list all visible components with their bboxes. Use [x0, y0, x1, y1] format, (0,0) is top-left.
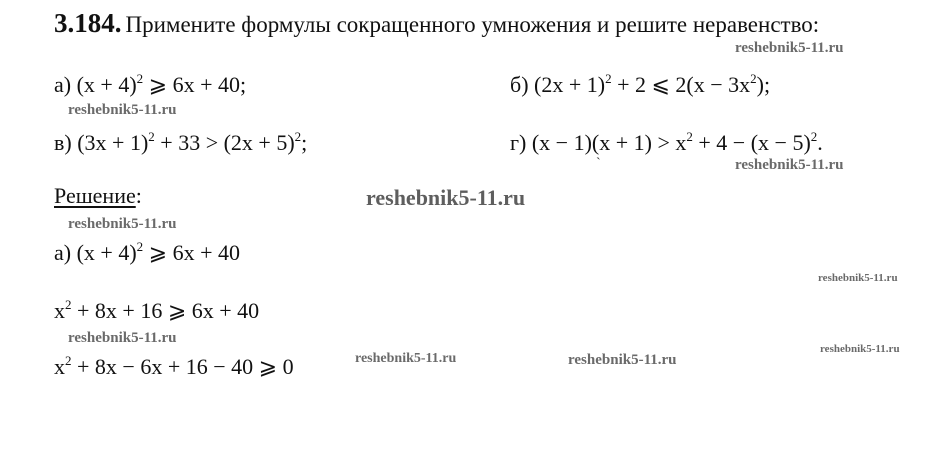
task-b-label: б): [510, 72, 529, 97]
task-b-expr-2: + 2 ⩽ 2(x − 3x: [611, 72, 751, 97]
task-a-expr-1: (x + 4): [76, 72, 137, 97]
solution-line-1-expr-2: ⩾ 6x + 40: [143, 240, 240, 265]
task-v-expr-2: + 33 > (2x + 5): [154, 130, 295, 155]
task-b-exp-2: 2: [750, 71, 757, 86]
solution-line-1-expr-1: а) (x + 4): [54, 240, 137, 265]
solution-line-3-expr-0: x: [54, 354, 65, 379]
task-a-expr-2: ⩾ 6x + 40;: [143, 72, 247, 97]
solution-line-2: [54, 298, 259, 324]
task-g-expr-2: + 4 − (x − 5): [692, 130, 811, 155]
task-a-label: а): [54, 72, 72, 97]
task-g-expr-1: (x − 1)(x + 1) > x: [531, 130, 687, 155]
watermark: reshebnik5-11.ru: [68, 102, 177, 118]
watermark: reshebnik5-11.ru: [568, 352, 677, 368]
problem-statement: Примените формулы сокращенного умножения и решите неравенство:: [125, 12, 820, 37]
task-b-expr-1: (2x + 1): [534, 72, 606, 97]
task-g-expr-3: .: [817, 130, 823, 155]
watermark-large: reshebnik5-11.ru: [366, 185, 526, 210]
problem-number: 3.184.: [54, 8, 122, 38]
task-a-exp-1: 2: [136, 71, 144, 86]
solution-line-1: [54, 240, 240, 266]
task-v-expr-1: (3x + 1): [77, 130, 149, 155]
task-v-label: в): [54, 130, 72, 155]
solution-line-3: [54, 354, 294, 380]
task-g: [510, 130, 823, 156]
task-b-expr-3: );: [756, 72, 771, 97]
watermark: reshebnik5-11.ru: [735, 157, 844, 173]
solution-heading-colon: :: [135, 183, 142, 208]
problem-header: [54, 8, 819, 39]
task-v-exp-2: 2: [294, 129, 302, 144]
task-g-label: г): [510, 130, 527, 155]
solution-line-2-expr-1: + 8x + 16 ⩾ 6x + 40: [71, 298, 260, 323]
solution-line-3-exp-0: 2: [65, 353, 72, 368]
watermark: reshebnik5-11.ru: [68, 216, 177, 232]
solution-heading: [54, 183, 142, 209]
solution-line-2-expr-0: x: [54, 298, 65, 323]
task-b-exp-1: 2: [605, 71, 612, 86]
task-b: [510, 72, 770, 98]
solution-heading-label: Решение: [54, 183, 136, 208]
watermark: reshebnik5-11.ru: [355, 351, 457, 366]
solution-line-2-exp-0: 2: [65, 297, 72, 312]
watermark-small: reshebnik5-11.ru: [818, 272, 898, 284]
watermark-small: reshebnik5-11.ru: [820, 343, 900, 355]
task-v: [54, 130, 307, 156]
task-g-exp-1: 2: [686, 129, 693, 144]
solution-line-3-expr-1: + 8x − 6x + 16 − 40 ⩾ 0: [71, 354, 294, 379]
tick-mark-icon: ˋ: [596, 156, 601, 171]
task-v-exp-1: 2: [148, 129, 155, 144]
watermark: reshebnik5-11.ru: [735, 40, 844, 56]
watermark: reshebnik5-11.ru: [68, 330, 177, 346]
task-g-exp-2: 2: [810, 129, 818, 144]
solution-line-1-exp-1: 2: [136, 239, 144, 254]
task-a: [54, 72, 246, 98]
task-v-expr-3: ;: [301, 130, 308, 155]
